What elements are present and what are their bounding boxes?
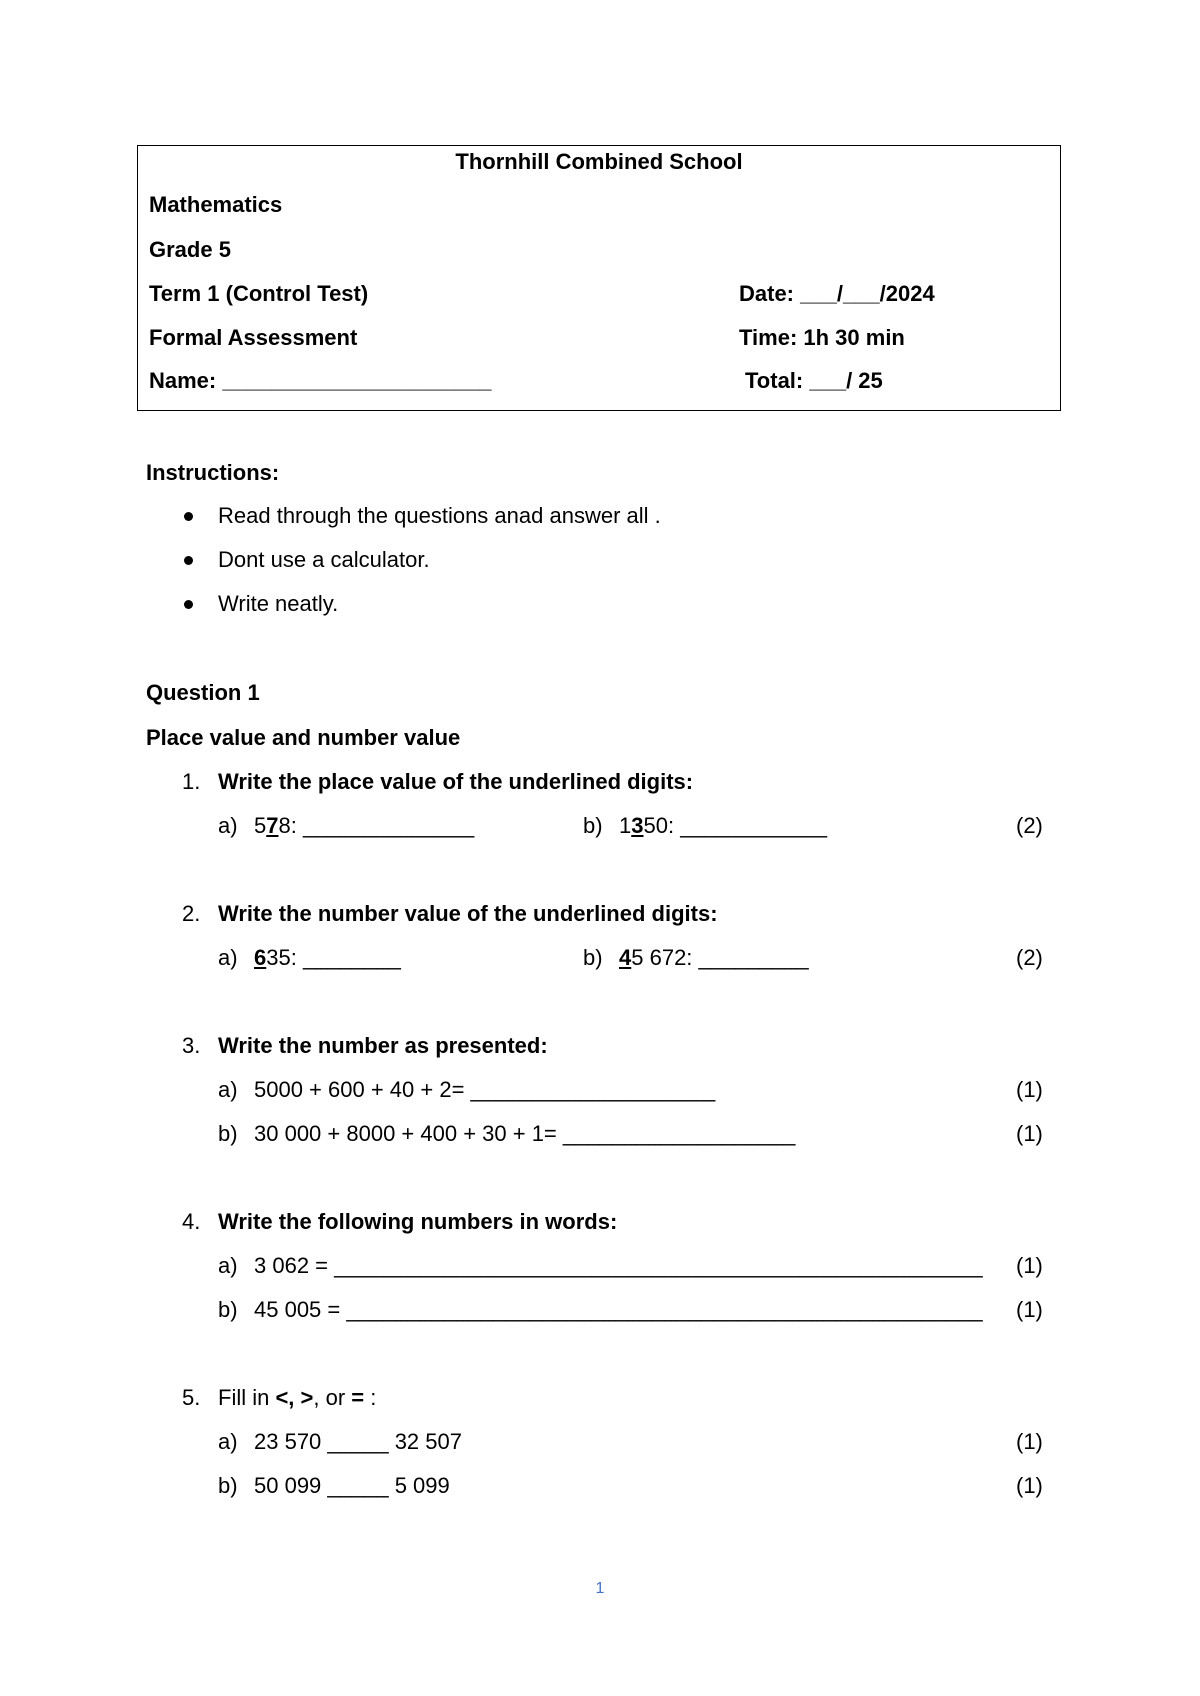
bullet-icon [184, 556, 193, 565]
q5b-mark: (1) [1016, 1473, 1043, 1498]
question-title: Question 1 [146, 680, 260, 705]
instruction-item: Read through the questions anad answer all . [218, 503, 661, 528]
q1-number: 1. [182, 769, 201, 794]
instructions-title: Instructions: [146, 460, 280, 485]
q2-mark: (2) [1016, 945, 1043, 970]
q3b-label: b) [218, 1121, 238, 1146]
underlined-digit: 3 [631, 813, 644, 838]
q5b: b) 50 099 _____ 5 099 [218, 1473, 450, 1498]
q3-text: Write the number as presented: [218, 1033, 548, 1058]
q5a-label: a) [218, 1429, 238, 1454]
q3b: b) 30 000 + 8000 + 400 + 30 + 1= ___________________ [218, 1121, 796, 1146]
term: Term 1 (Control Test) [149, 281, 369, 306]
header-box [137, 145, 1061, 411]
page-number: 1 [595, 1580, 605, 1597]
grade: Grade 5 [149, 237, 231, 262]
assessment-type: Formal Assessment [149, 325, 358, 350]
q2a: a) 635: ________ [218, 945, 401, 970]
total-marks: Total: ___/ 25 [745, 368, 883, 393]
q3b-mark: (1) [1016, 1121, 1043, 1146]
underlined-digit: 4 [619, 945, 632, 970]
q5a-mark: (1) [1016, 1429, 1043, 1454]
q4b-mark: (1) [1016, 1297, 1043, 1322]
q4-text: Write the following numbers in words: [218, 1209, 618, 1234]
q4-number: 4. [182, 1209, 201, 1234]
q3a-mark: (1) [1016, 1077, 1043, 1102]
q4a-mark: (1) [1016, 1253, 1043, 1278]
q2b-label: b) [583, 945, 603, 970]
q1-mark: (2) [1016, 813, 1043, 838]
q2a-label: a) [218, 945, 238, 970]
q3a: a) 5000 + 600 + 40 + 2= ____________________ [218, 1077, 716, 1102]
q1a-label: a) [218, 813, 238, 838]
question-subtitle: Place value and number value [146, 725, 461, 750]
q5a: a) 23 570 _____ 32 507 [218, 1429, 462, 1454]
q3-number: 3. [182, 1033, 201, 1058]
bullet-icon [184, 512, 193, 521]
q2-text: Write the number value of the underlined digits: [218, 901, 718, 926]
q5-number: 5. [182, 1385, 201, 1410]
q4b-label: b) [218, 1297, 238, 1322]
q5-text: Fill in <, >, or = : [218, 1385, 377, 1410]
q1-text: Write the place value of the underlined digits: [218, 769, 694, 794]
q4b: b) 45 005 = ____________________________________________________ [218, 1297, 983, 1322]
bullet-icon [184, 600, 193, 609]
q1b-label: b) [583, 813, 603, 838]
q1b: b) 1350: ____________ [583, 813, 828, 838]
q4a: a) 3 062 = _____________________________________________________ [218, 1253, 983, 1278]
q2-number: 2. [182, 901, 201, 926]
name-field: Name: ______________________ [149, 368, 492, 393]
q4a-label: a) [218, 1253, 238, 1278]
q1a: a) 578: ______________ [218, 813, 475, 838]
q5b-label: b) [218, 1473, 238, 1498]
instruction-item: Dont use a calculator. [218, 547, 430, 572]
school-name: Thornhill Combined School [455, 149, 743, 174]
time-allowed: Time: 1h 30 min [739, 325, 905, 350]
instruction-item: Write neatly. [218, 591, 339, 616]
date-field: Date: ___/___/2024 [739, 281, 935, 306]
underlined-digit: 6 [254, 945, 267, 970]
q2b: b) 45 672: _________ [583, 945, 809, 970]
underlined-digit: 7 [266, 813, 279, 838]
subject: Mathematics [149, 192, 283, 217]
q3a-label: a) [218, 1077, 238, 1102]
